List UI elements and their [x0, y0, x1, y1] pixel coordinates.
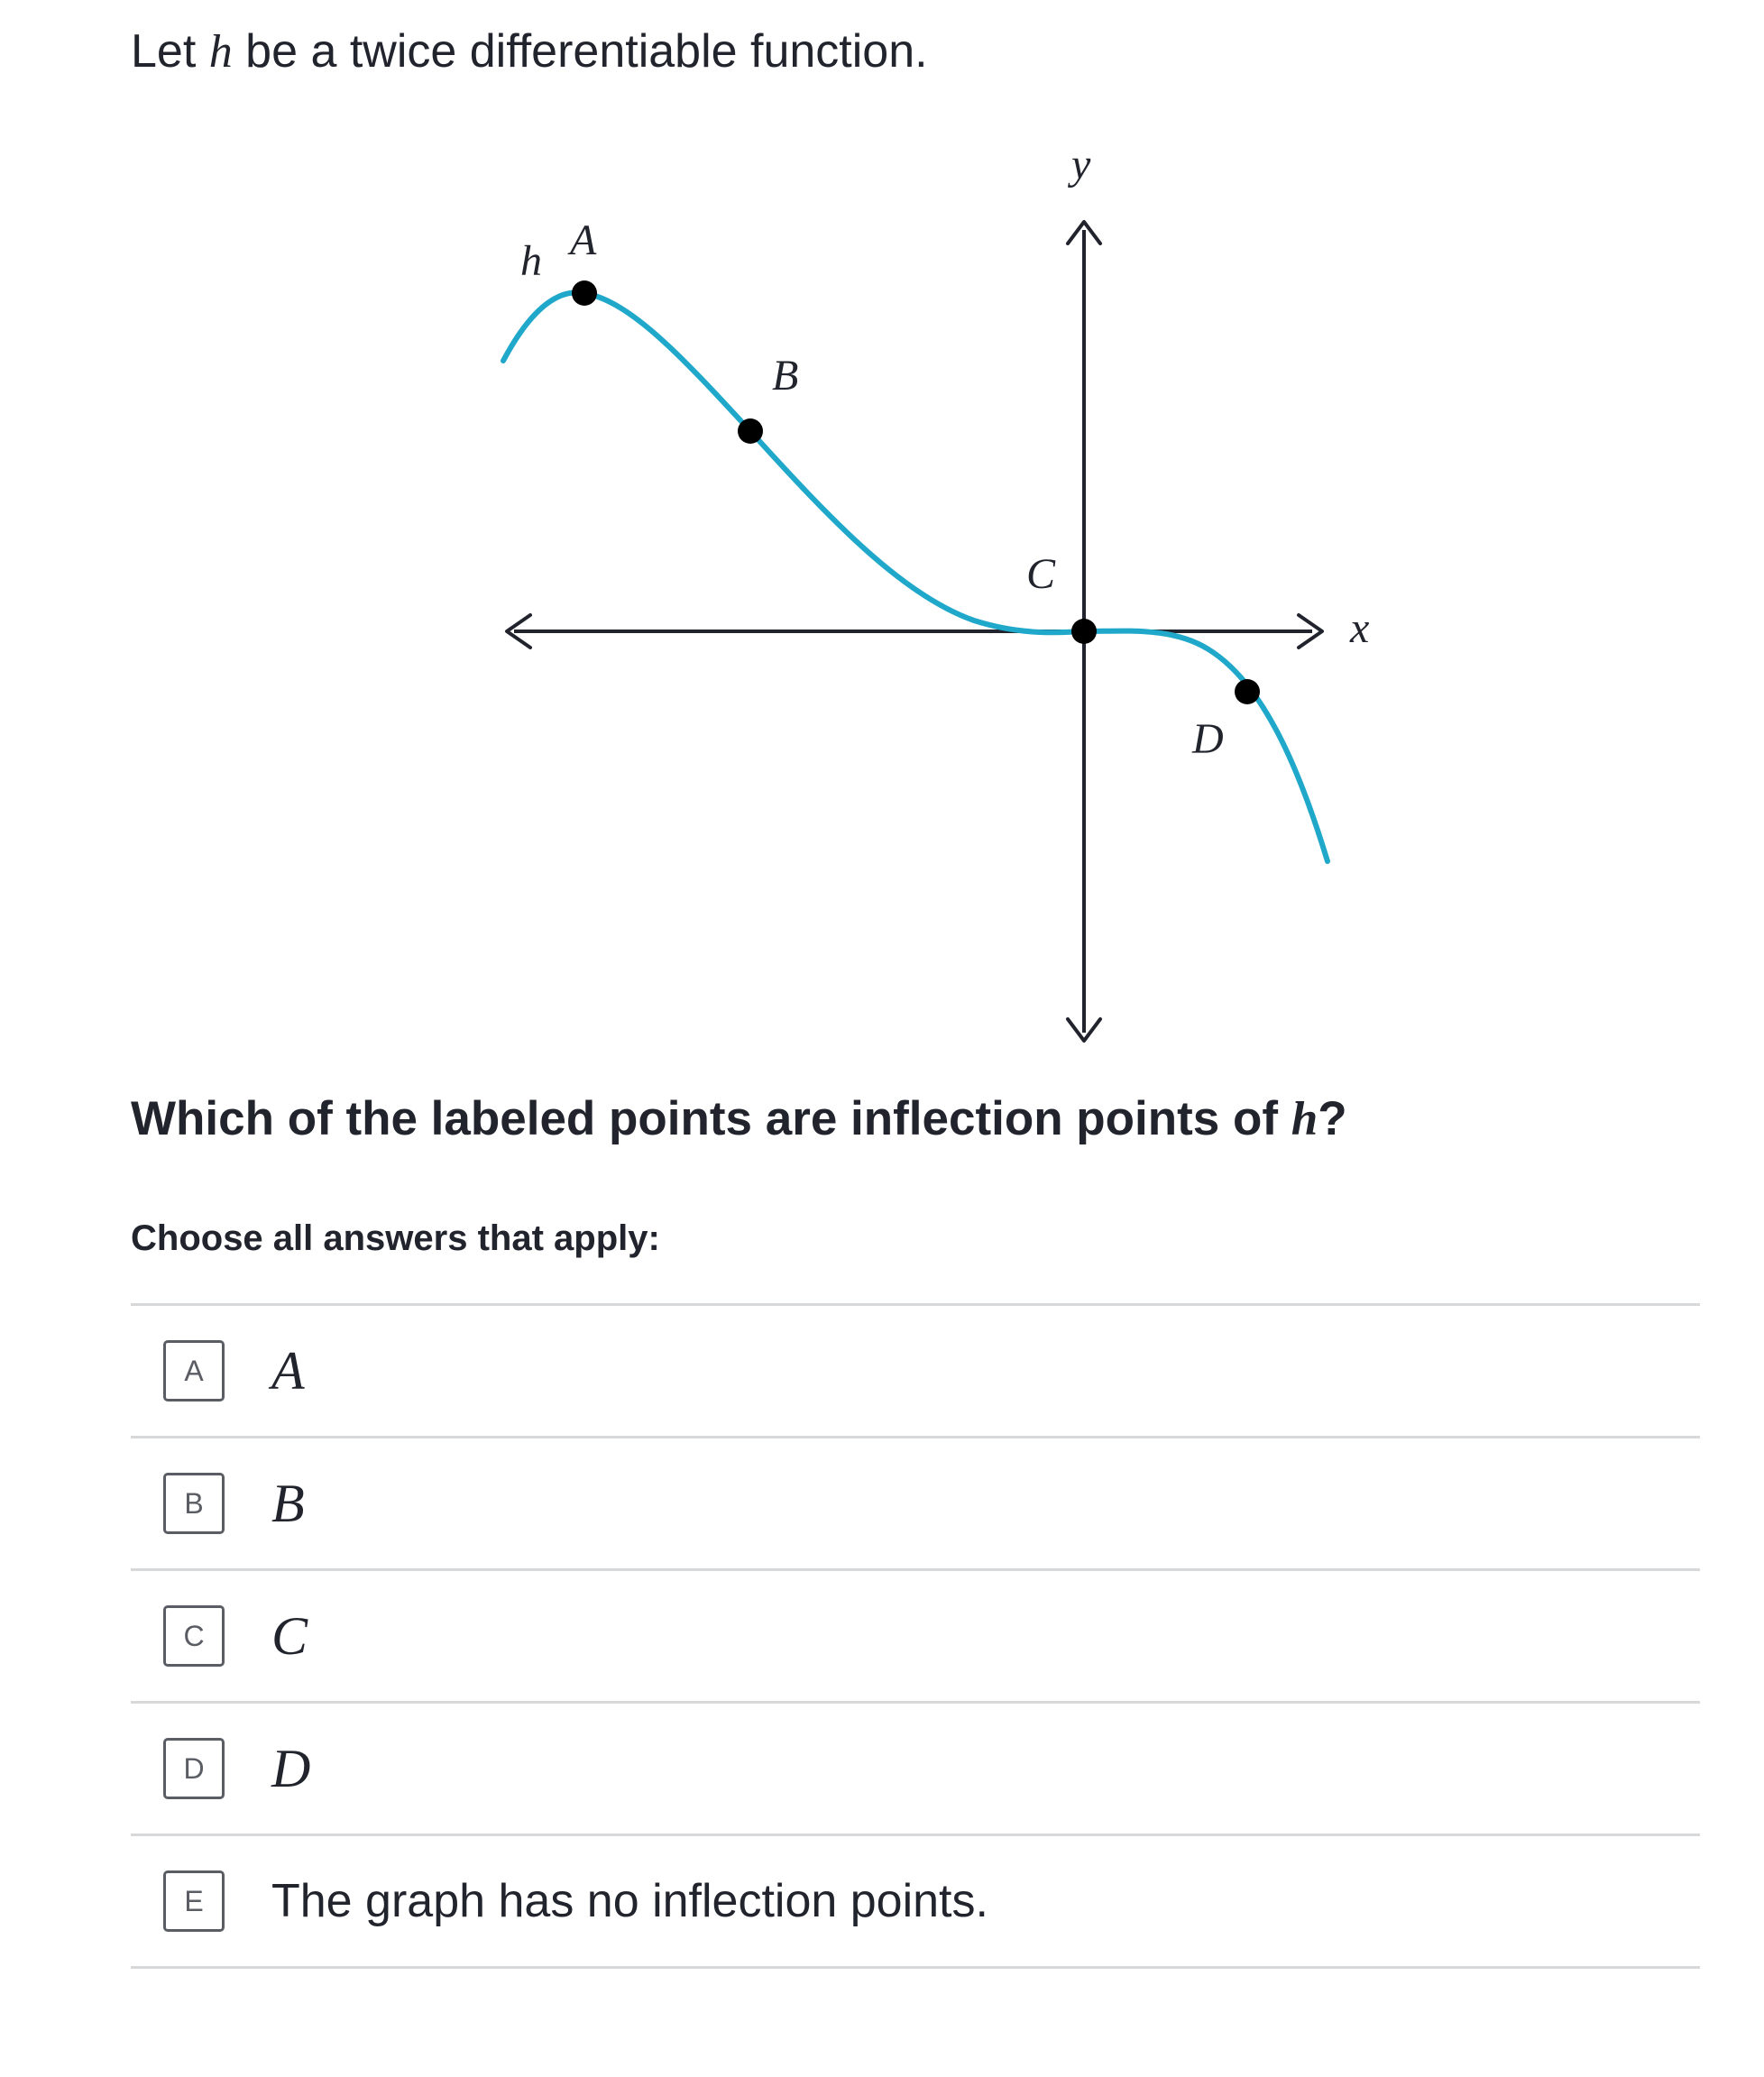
question-prompt: [131, 1088, 1347, 1151]
x-axis-label: x: [1350, 604, 1370, 652]
choice-c-label: C: [271, 1606, 308, 1666]
y-axis-label: y: [1071, 141, 1091, 188]
problem-statement: [131, 20, 928, 84]
choice-b[interactable]: [131, 1438, 1700, 1571]
intro-suffix: be a twice differentiable function.: [232, 25, 928, 78]
choice-a-label: A: [271, 1341, 305, 1401]
point-d: [1235, 679, 1260, 704]
choice-e-label: The graph has no inflection points.: [271, 1875, 988, 1927]
function-graph: [469, 126, 1371, 1055]
intro-prefix: Let: [131, 25, 209, 78]
point-b: [738, 418, 763, 444]
answer-instruction: Choose all answers that apply:: [131, 1218, 660, 1258]
question-prefix: Which of the labeled points are inflection points of: [131, 1092, 1291, 1145]
choice-e[interactable]: [131, 1836, 1700, 1969]
question-suffix: ?: [1318, 1092, 1347, 1145]
choice-d-checkbox[interactable]: D: [163, 1738, 225, 1799]
function-label: h: [520, 237, 542, 285]
intro-variable: h: [208, 26, 233, 78]
choice-e-checkbox[interactable]: E: [163, 1870, 225, 1932]
point-b-label: B: [772, 352, 799, 400]
answer-choices: [131, 1303, 1700, 1969]
point-d-label: D: [1192, 715, 1224, 763]
point-a-label: A: [570, 216, 597, 264]
choice-d[interactable]: [131, 1704, 1700, 1836]
choice-a[interactable]: [131, 1306, 1700, 1438]
question-variable: h: [1291, 1093, 1318, 1145]
point-c-label: C: [1026, 550, 1056, 598]
point-a: [572, 280, 597, 306]
choice-c[interactable]: [131, 1571, 1700, 1704]
choice-d-label: D: [271, 1739, 311, 1798]
choice-c-checkbox[interactable]: C: [163, 1605, 225, 1667]
choice-b-checkbox[interactable]: B: [163, 1473, 225, 1534]
choice-b-label: B: [271, 1474, 305, 1533]
point-c: [1071, 619, 1097, 644]
function-curve: [503, 292, 1328, 861]
choice-a-checkbox[interactable]: A: [163, 1340, 225, 1402]
